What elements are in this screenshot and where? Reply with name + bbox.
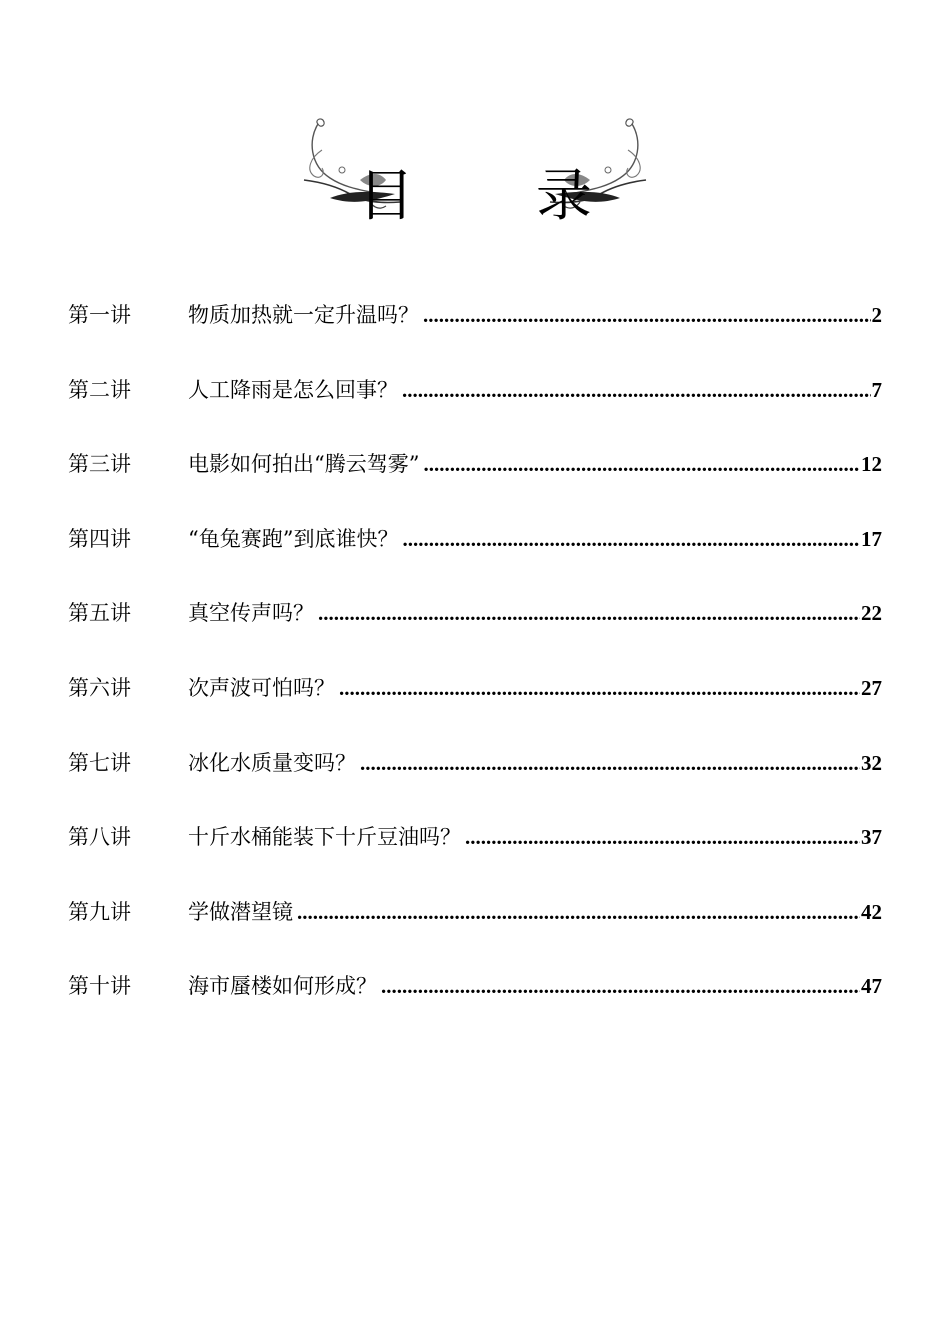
toc-dot-leader (339, 668, 860, 708)
toc-entry-number: 第九讲 (68, 899, 131, 924)
toc-entry-page: 32 (861, 750, 882, 775)
toc-entry[interactable] (68, 444, 882, 519)
toc-entry-title: 学做潜望镜 (188, 899, 293, 924)
toc-entry-page: 47 (861, 974, 882, 999)
toc-entry-title: “龟兔赛跑”到底谁快？ (188, 526, 399, 551)
toc-entry-title: 物质加热就一定升温吗？ (188, 303, 419, 327)
toc-dot-leader (402, 370, 871, 410)
toc-entry-title: 冰化水质量变吗？ (188, 750, 356, 775)
toc-dot-leader (423, 444, 860, 484)
toc-entry-number: 第四讲 (68, 526, 131, 551)
toc-entry[interactable] (68, 295, 882, 370)
toc-entry-page: 27 (861, 675, 882, 700)
toc-entry-page: 22 (861, 601, 882, 626)
toc-dot-leader (360, 743, 860, 783)
toc-entry-title: 人工降雨是怎么回事？ (188, 377, 398, 402)
table-of-contents (68, 295, 882, 1041)
toc-entry-number: 第八讲 (68, 825, 131, 850)
toc-entry-title: 电影如何拍出“腾云驾雾” (188, 452, 420, 477)
toc-entry[interactable] (68, 593, 882, 668)
toc-entry-number: 第二讲 (68, 377, 131, 402)
toc-dot-leader (423, 295, 871, 335)
toc-dot-leader (465, 817, 860, 857)
toc-entry-page: 17 (861, 526, 882, 551)
toc-entry-number: 第十讲 (68, 974, 131, 999)
toc-entry-number: 第七讲 (68, 750, 131, 775)
toc-entry[interactable] (68, 966, 882, 1041)
toc-entry[interactable] (68, 892, 882, 967)
toc-entry-page: 42 (861, 899, 882, 924)
toc-entry-number: 第六讲 (68, 675, 131, 700)
toc-entry-page: 7 (871, 377, 882, 402)
toc-header (0, 110, 950, 250)
toc-entry[interactable] (68, 519, 882, 594)
page-title: 目 录 (358, 164, 644, 229)
toc-entry-title: 真空传声吗？ (188, 601, 314, 626)
toc-entry-number: 第三讲 (68, 452, 131, 477)
toc-entry-title: 次声波可怕吗？ (188, 675, 335, 700)
toc-entry-title: 十斤水桶能装下十斤豆油吗？ (188, 825, 461, 850)
toc-entry-page: 2 (871, 303, 882, 327)
toc-entry-page: 12 (861, 452, 882, 477)
toc-entry[interactable] (68, 370, 882, 445)
toc-dot-leader (402, 519, 860, 559)
toc-dot-leader (318, 593, 860, 633)
toc-entry-page: 37 (861, 825, 882, 850)
toc-entry[interactable] (68, 817, 882, 892)
toc-entry[interactable] (68, 668, 882, 743)
toc-dot-leader (381, 966, 860, 1006)
toc-dot-leader (297, 892, 860, 932)
toc-entry-number: 第五讲 (68, 601, 131, 626)
toc-entry-number: 第一讲 (68, 303, 131, 327)
toc-entry-title: 海市蜃楼如何形成？ (188, 974, 377, 999)
toc-entry[interactable] (68, 743, 882, 818)
